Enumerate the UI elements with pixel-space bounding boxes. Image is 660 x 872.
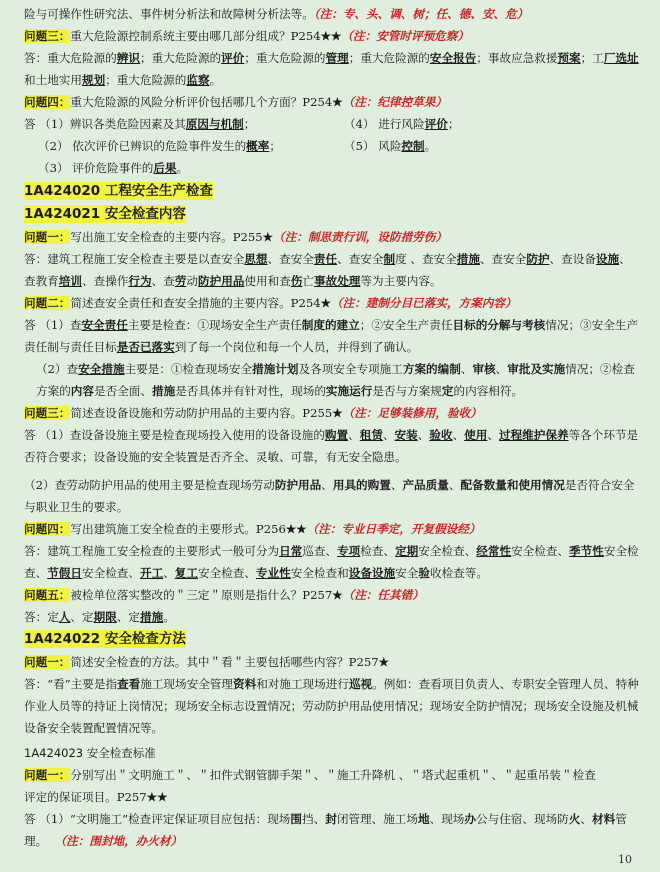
answer-7: 答 （1）“文明施工”检查评定保证项目应包括：现场围挡、封闭管理、施工场地、现场办公与住宿、现场防火、材料管理。 （注：围封地，办火材） <box>24 812 627 848</box>
question-5: 问题五：被检单位落实整改的＂三定＂原则是指什么？P257★（注：任其错） <box>24 588 424 602</box>
star-rating: ★ <box>332 95 343 109</box>
answer-2-part-1: 答 （1）查安全责任主要是检查：①现场安全生产责任制度的建立；②安全生产责任目标的分解与考核情况；③安全生产责任制与责任目标是否已落实到了每一个岗位和每一个人员，并得到了确认。 <box>24 318 639 354</box>
mnemonic-note: （注：足够装修用，验收） <box>342 406 482 420</box>
mnemonic-note: （注：专、头、调、树；任、德、安、危） <box>313 7 529 21</box>
mnemonic-note: （注：围封地，办火材） <box>54 834 183 848</box>
question-label: 问题三： <box>24 406 71 420</box>
answer-3: 答：重大危险源的辨识；重大危险源的评价；重大危险源的管理；重大危险源的安全报告；事故应急救援预案；工厂选址和土地实用规划；重大危险源的监察。 <box>24 51 639 87</box>
mnemonic-note: （注：任其错） <box>342 588 424 602</box>
question-label: 问题一： <box>24 768 71 782</box>
mnemonic-note: （注：建制分目已落实，方案内容） <box>331 296 517 310</box>
question-label: 问题一： <box>24 655 71 669</box>
question-4b: 问题四：写出建筑施工安全检查的主要形式。P256★★（注：专业日季定，开复假设经） <box>24 522 481 536</box>
subsection-heading: 1A424022 安全检查方法 <box>24 631 186 647</box>
question-4: 问题四：重大危险源的风险分析评价包括哪几个方面？P254★（注：纪律控草果） <box>24 95 447 109</box>
star-rating: ★ <box>378 655 389 669</box>
question-3: 问题三：重大危险源控制系统主要由哪几部分组成？P254★★（注：安管时评预危察） <box>24 29 469 43</box>
question-1: 问题一：写出施工安全检查的主要内容。P255★（注：制思责行训，设防措劳伤） <box>24 230 447 244</box>
star-rating: ★ <box>262 230 274 244</box>
star-rating: ★★ <box>285 522 307 536</box>
question-label: 问题二： <box>24 296 71 310</box>
question-3b: 问题三：简述查设备设施和劳动防护用品的主要内容。P255★（注：足够装修用，验收） <box>24 406 482 420</box>
answer-6: 答：“看”主要是指查看施工现场安全管理资料和对施工现场进行巡视。例如：查看项目负责人、专职安全管理人员、特种作业人员等的持证上岗情况；现场安全标志设置情况；劳动防护用品使用情况；现场安全防护情况；现场安全设施及机械设备安全装置配置情况等。 <box>24 677 639 735</box>
answer-4-row-3: （3） 评价危险事件的后果。 <box>38 161 189 175</box>
star-rating: ★ <box>332 406 343 420</box>
question-label: 问题四： <box>24 522 71 536</box>
answer-5: 答：定人、定期限、定措施。 <box>24 610 175 624</box>
subsection-heading-plain: 1A424023 安全检查标准 <box>24 746 156 760</box>
question-6: 问题一：简述安全检查的方法。其中＂看＂主要包括哪些内容？P257★ <box>24 655 389 669</box>
mnemonic-note: （注：纪律控草果） <box>342 95 447 109</box>
answer-4-row-1: 答 （1）辨识各类危险因素及其原因与机制； （4） 进行风险评价； <box>24 117 460 131</box>
mnemonic-note: （注：安管时评预危察） <box>341 29 469 43</box>
star-rating: ★ <box>332 588 343 602</box>
page-number: 10 <box>618 853 632 866</box>
answer-4b: 答：建筑工程施工安全检查的主要形式一般可分为日常巡查、专项检查、定期安全检查、经常性安全检查、季节性安全检查、节假日安全检查、开工、复工安全检查、专业性安全检查和设备设施安全验收检查等。 <box>24 544 639 580</box>
star-rating: ★★ <box>320 29 342 43</box>
answer-4-row-2: （2） 依次评价已辨识的危险事件发生的概率； （5） 风险控制。 <box>38 139 437 153</box>
para-intro: 险与可操作性研究法、事件树分析法和故障树分析法等。（注：专、头、调、树；任、德、安、危） <box>24 7 529 21</box>
subsection-heading: 1A424021 安全检查内容 <box>24 206 186 222</box>
answer-2-part-2: （2）查安全措施主要是：①检查现场安全措施计划及各项安全专项施工方案的编制、审核、审批及实施情况；②检查方案的内容是否全面、措施是否具体并有针对性，现场的实施运行是否与方案规定的内容相符。 <box>36 362 635 398</box>
question-label: 问题四： <box>24 95 71 109</box>
section-heading: 1A424020 工程安全生产检查 <box>24 183 213 199</box>
question-2: 问题二：简述查安全责任和查安全措施的主要内容。P254★（注：建制分目已落实，方案内容） <box>24 296 517 310</box>
question-label: 问题一： <box>24 230 71 244</box>
star-rating: ★★ <box>146 790 168 804</box>
question-7: 问题一：分别写出＂文明施工＂、＂扣件式钢管脚手架＂、＂施工升降机 、＂塔式起重机＂、＂起重吊装＂检查 <box>24 768 596 782</box>
question-label: 问题三： <box>24 29 71 43</box>
question-7-cont: 评定的保证项目。P257★★ <box>24 790 168 804</box>
star-rating: ★ <box>320 296 332 310</box>
mnemonic-note: （注：制思责行训，设防措劳伤） <box>273 230 447 244</box>
answer-1: 答：建筑工程施工安全检查主要是以查安全思想、查安全责任、查安全制度 、查安全措施、查安全防护、查设备设施、查教育培训、查操作行为、查劳动防护用品使用和查伤亡事故处理等为主要内容。 <box>24 252 631 288</box>
answer-3b-part-2: （2）查劳动防护用品的使用主要是检查现场劳动防护用品、用具的购置、产品质量、配备数量和使用情况是否符合安全与职业卫生的要求。 <box>24 478 635 514</box>
mnemonic-note: （注：专业日季定，开复假设经） <box>306 522 481 536</box>
question-label: 问题五： <box>24 588 71 602</box>
answer-3b-part-1: 答 （1）查设备设施主要是检查现场投入使用的设备设施的购置、租赁、安装、验收、使用、过程维护保养等各个环节是否符合要求；设备设施的安全装置是否齐全、灵敏、可靠，有无安全隐患。 <box>24 428 639 464</box>
